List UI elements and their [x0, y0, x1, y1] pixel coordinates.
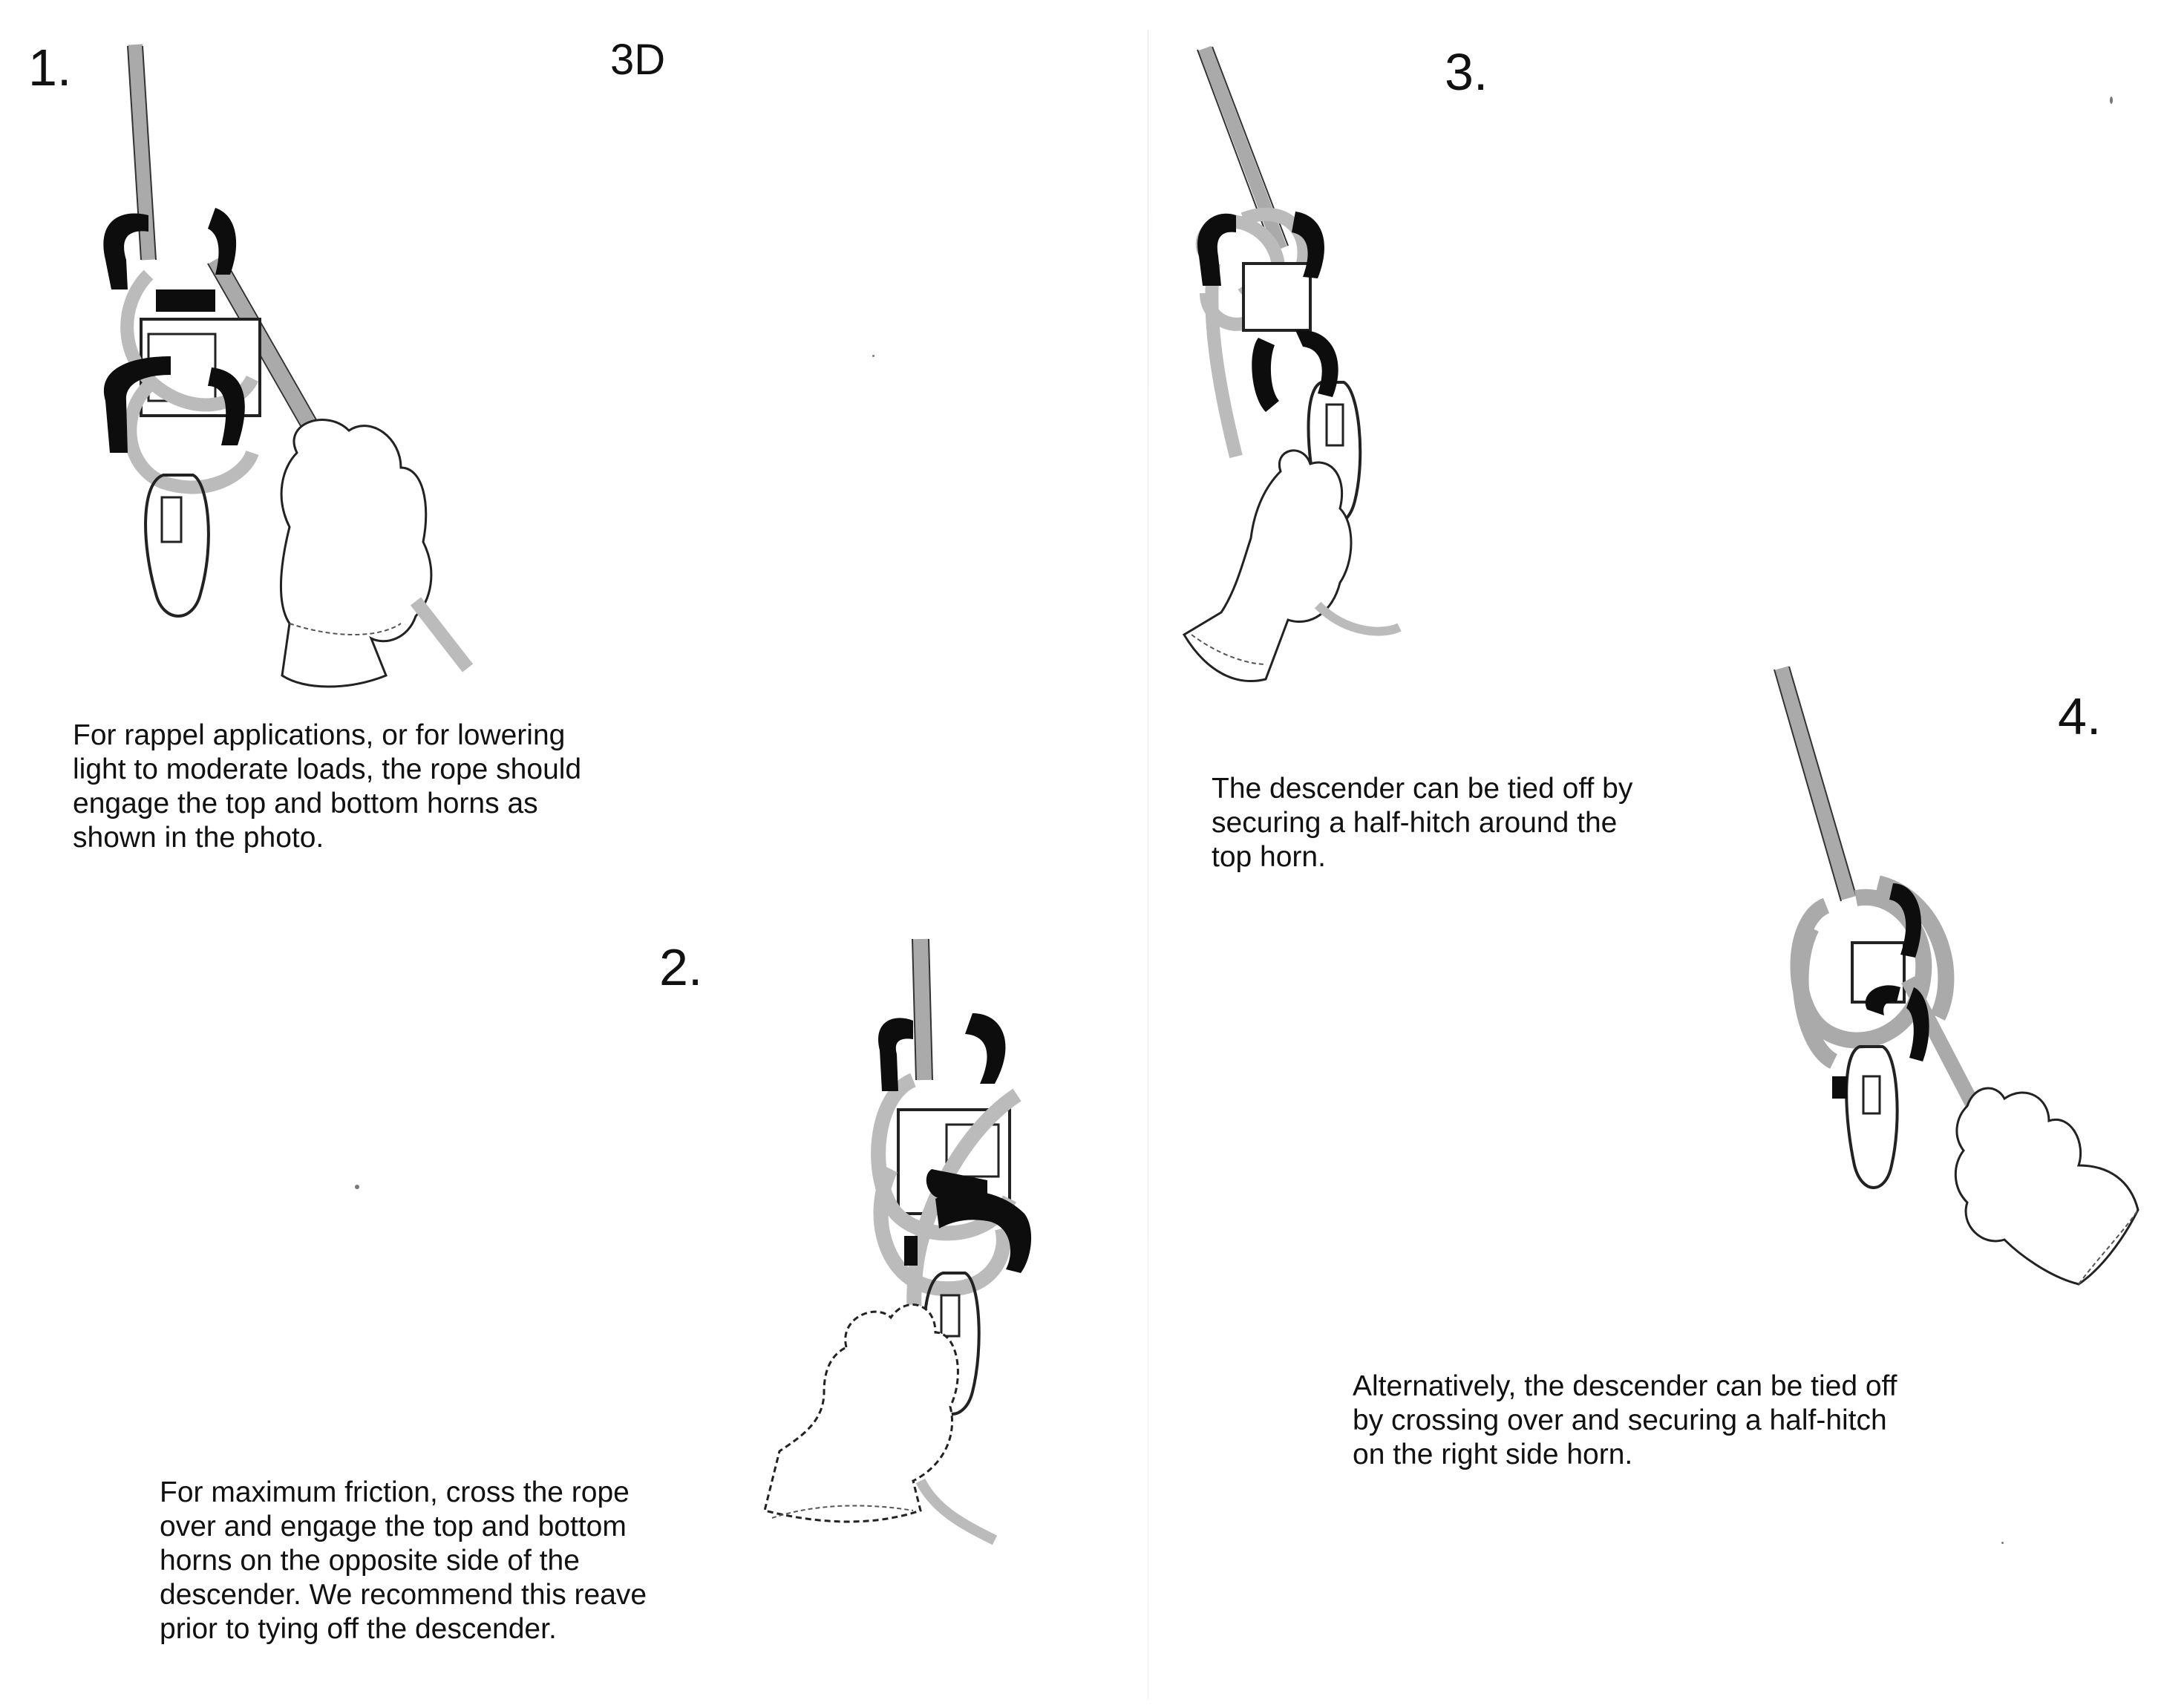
step-2-caption-line: horns on the opposite side of the: [160, 1545, 580, 1577]
scan-speck: [872, 355, 875, 357]
header-label: 3D: [610, 36, 666, 84]
step-1-caption-line: engage the top and bottom horns as: [73, 788, 538, 819]
step-4-number: 4.: [2058, 687, 2102, 745]
step-3-illustration: [1177, 41, 1444, 694]
step-1-illustration: [89, 37, 505, 668]
step-4-caption-line: Alternatively, the descender can be tied off: [1353, 1370, 1897, 1402]
step-2-caption-line: prior to tying off the descender.: [160, 1613, 557, 1645]
step-3-caption-line: top horn.: [1212, 841, 1326, 873]
step-2-caption-line: over and engage the top and bottom: [160, 1511, 627, 1542]
step-1-number: 1.: [28, 39, 72, 96]
step-2-number: 2.: [659, 938, 703, 996]
step-4-caption-line: on the right side horn.: [1353, 1439, 1633, 1470]
step-1-caption-line: light to moderate loads, the rope should: [73, 753, 582, 785]
step-4-caption: [1353, 1370, 1897, 1472]
step-1-caption-line: For rappel applications, or for lowering: [73, 719, 566, 751]
scan-speck: [2001, 1542, 2004, 1544]
step-2-caption-line: For maximum friction, cross the rope: [160, 1476, 630, 1508]
step-4-caption-line: by crossing over and securing a half-hitch: [1353, 1404, 1887, 1436]
step-2-caption: [160, 1476, 647, 1646]
scan-speck: [355, 1185, 359, 1189]
step-3-caption-line: securing a half-hitch around the: [1212, 807, 1618, 839]
step-1-caption-line: shown in the photo.: [73, 822, 324, 854]
step-3-caption: [1212, 772, 1632, 874]
step-3-caption-line: The descender can be tied off by: [1212, 773, 1633, 805]
step-4-illustration: [1767, 661, 2153, 1306]
step-2-illustration: [742, 932, 1076, 1570]
scan-speck: [2110, 96, 2113, 104]
step-1-caption: [73, 719, 581, 855]
step-3-number: 3.: [1445, 43, 1488, 101]
step-2-caption-line: descender. We recommend this reave: [160, 1579, 647, 1611]
